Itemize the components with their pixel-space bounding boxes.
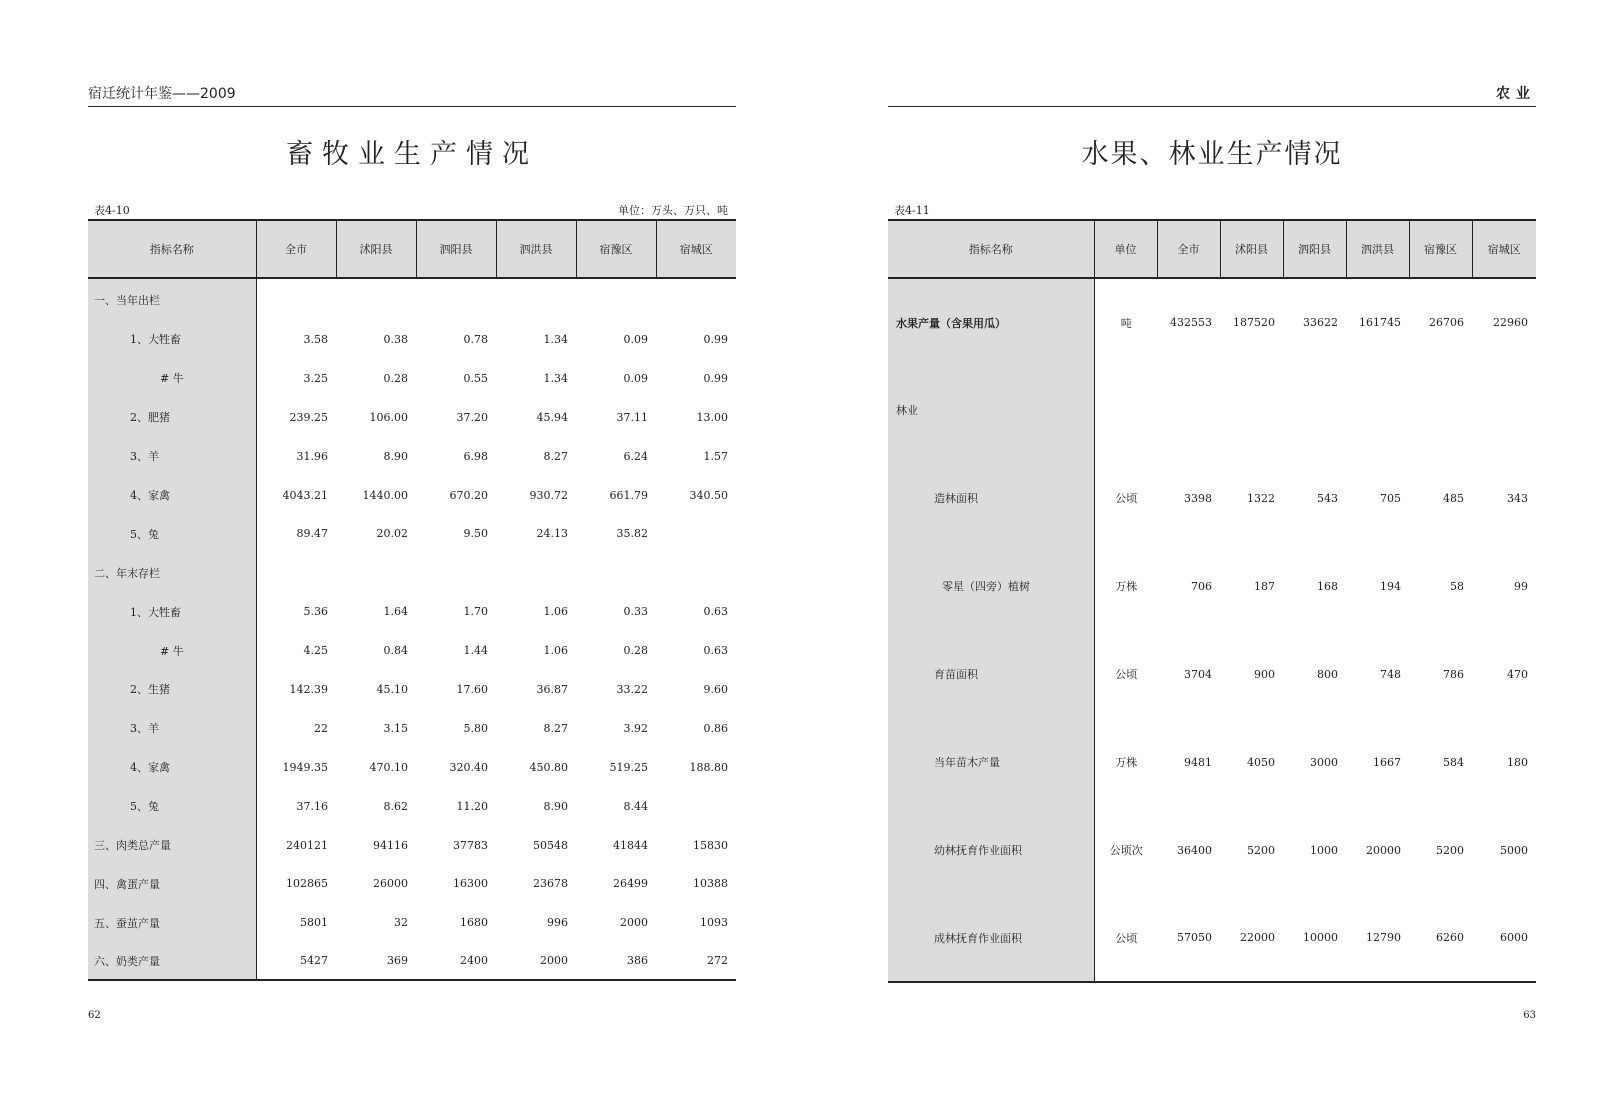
- header-cell: 沭阳县: [336, 220, 416, 278]
- data-cell: [1220, 366, 1283, 454]
- data-cell: 13.00: [696, 410, 728, 424]
- data-cell: 33622: [1303, 316, 1338, 329]
- data-cell: 0.09: [623, 332, 648, 346]
- data-cell: 1.44: [463, 644, 488, 658]
- data-cell: 519.25: [609, 760, 648, 774]
- data-cell: 470.10: [369, 760, 408, 774]
- row-label: 六、奶类产量: [88, 942, 256, 980]
- row-label: 成林抚育作业面积: [888, 894, 1094, 982]
- table-row: [88, 476, 736, 515]
- table-row: [88, 748, 736, 787]
- data-cell: 1.64: [383, 605, 408, 619]
- data-cell: 705: [1380, 491, 1401, 505]
- data-cell: 8.27: [543, 449, 568, 463]
- table-row: [88, 670, 736, 709]
- data-cell: [416, 553, 496, 592]
- data-cell: 4043.21: [282, 488, 328, 502]
- data-cell: 3000: [1310, 755, 1338, 769]
- data-cell: 10388: [693, 877, 728, 891]
- data-cell: 1440.00: [362, 488, 408, 502]
- header-cell: 宿城区: [656, 220, 736, 278]
- row-label: # 牛: [88, 631, 256, 670]
- data-cell: [256, 278, 336, 320]
- data-cell: 1000: [1310, 843, 1338, 857]
- data-cell: 0.09: [623, 371, 648, 385]
- table-row: [88, 437, 736, 476]
- header-cell: 全市: [256, 220, 336, 278]
- table-row: [88, 903, 736, 942]
- unit-cell: [1094, 366, 1157, 454]
- data-cell: 240121: [286, 838, 328, 852]
- row-label: 幼林抚育作业面积: [888, 806, 1094, 894]
- table-row: [88, 864, 736, 903]
- table-row: [888, 718, 1536, 806]
- data-cell: 20.02: [376, 527, 408, 541]
- data-cell: 6000: [1472, 894, 1536, 982]
- data-cell: 106.00: [369, 410, 408, 424]
- table-number: 表4-10: [94, 204, 130, 217]
- table-row: [888, 366, 1536, 454]
- data-cell: [576, 553, 656, 592]
- data-cell: 8.90: [383, 449, 408, 463]
- data-cell: 142.39: [289, 682, 328, 696]
- data-cell: [496, 553, 576, 592]
- data-cell: 5801: [300, 916, 328, 930]
- header-cell: 宿豫区: [1409, 220, 1472, 278]
- table-header-row: [888, 220, 1536, 278]
- data-cell: 5427: [256, 942, 336, 980]
- table-row: [88, 320, 736, 359]
- data-cell: 3.58: [303, 332, 328, 346]
- row-label: # 牛: [88, 359, 256, 398]
- unit-cell: 万株: [1115, 580, 1138, 593]
- data-cell: 3398: [1184, 491, 1212, 505]
- data-cell: 9.50: [463, 527, 488, 541]
- unit-cell: 公顷次: [1109, 844, 1143, 857]
- header-cell: 沭阳县: [1220, 220, 1283, 278]
- row-label: 造林面积: [888, 454, 1094, 542]
- data-cell: 432553: [1170, 316, 1212, 329]
- data-cell: 0.55: [463, 371, 488, 385]
- data-cell: 0.28: [623, 644, 648, 658]
- table-row: [88, 709, 736, 748]
- data-cell: 0.99: [703, 371, 728, 385]
- data-cell: 20000: [1366, 843, 1401, 857]
- data-cell: 343: [1507, 491, 1528, 505]
- header-cell: 指标名称: [888, 220, 1094, 278]
- table-row: [88, 631, 736, 670]
- data-cell: 168: [1317, 579, 1338, 593]
- data-cell: 584: [1443, 755, 1464, 769]
- data-cell: 4050: [1247, 755, 1275, 769]
- table-row: [888, 630, 1536, 718]
- data-cell: [576, 278, 656, 320]
- data-cell: [1346, 366, 1409, 454]
- data-cell: 8.62: [383, 799, 408, 813]
- data-cell: 0.86: [703, 721, 728, 735]
- data-cell: 22: [314, 721, 328, 735]
- row-label: 1、大牲畜: [88, 592, 256, 631]
- data-cell: 5200: [1436, 843, 1464, 857]
- data-cell: 89.47: [296, 527, 328, 541]
- header-cell: 指标名称: [88, 220, 256, 278]
- data-cell: 50548: [533, 838, 568, 852]
- row-label: 水果产量（含果用瓜）: [888, 278, 1094, 366]
- data-cell: [656, 278, 736, 320]
- data-cell: 748: [1380, 667, 1401, 681]
- data-cell: 386: [576, 942, 656, 980]
- header-cell: 泗阳县: [416, 220, 496, 278]
- table-row: [888, 542, 1536, 630]
- row-label: 4、家禽: [88, 748, 256, 787]
- unit-cell: 公顷: [1115, 668, 1138, 681]
- data-cell: 3704: [1184, 667, 1212, 681]
- data-cell: 26000: [373, 877, 408, 891]
- data-cell: 23678: [533, 877, 568, 891]
- data-cell: 0.33: [623, 605, 648, 619]
- data-cell: 45.94: [536, 410, 568, 424]
- data-cell: 6.98: [463, 449, 488, 463]
- header-cell: 全市: [1157, 220, 1220, 278]
- data-cell: 5000: [1500, 843, 1528, 857]
- row-label: 林业: [888, 366, 1094, 454]
- data-cell: 3.92: [623, 721, 648, 735]
- data-cell: [1409, 366, 1472, 454]
- data-cell: 36.87: [536, 682, 568, 696]
- data-cell: 180: [1507, 755, 1528, 769]
- data-cell: 5.80: [463, 721, 488, 735]
- chapter-title: 农业: [1496, 86, 1536, 102]
- data-cell: [656, 787, 736, 826]
- data-cell: 1949.35: [282, 760, 328, 774]
- table-number: 表4-11: [894, 204, 930, 217]
- yearbook-title: 宿迁统计年鉴——2009: [88, 86, 236, 102]
- row-label: 当年苗木产量: [888, 718, 1094, 806]
- data-cell: [416, 278, 496, 320]
- data-cell: 45.10: [376, 682, 408, 696]
- row-label: 二、年末存栏: [88, 553, 256, 592]
- unit-cell: 万株: [1115, 756, 1138, 769]
- header-cell: 泗洪县: [496, 220, 576, 278]
- data-cell: 26499: [613, 877, 648, 891]
- row-label: 零星（四旁）植树: [888, 542, 1094, 630]
- data-cell: 36400: [1177, 843, 1212, 857]
- data-cell: 102865: [286, 877, 328, 891]
- header-cell: 单位: [1094, 220, 1157, 278]
- row-label: 三、肉类总产量: [88, 826, 256, 865]
- data-cell: 11.20: [456, 799, 488, 813]
- data-cell: 32: [394, 916, 408, 930]
- data-cell: 31.96: [296, 449, 328, 463]
- table-row: [88, 278, 736, 320]
- data-cell: [1472, 366, 1536, 454]
- unit-cell: 吨: [1120, 316, 1132, 330]
- data-cell: 8.27: [543, 721, 568, 735]
- table-row: [88, 553, 736, 592]
- livestock-table: [88, 219, 736, 981]
- row-label: 3、羊: [88, 437, 256, 476]
- data-cell: 187: [1254, 579, 1275, 593]
- running-head-left: [88, 86, 736, 107]
- page-number-left: 62: [88, 1010, 101, 1021]
- row-label: 1、大牲畜: [88, 320, 256, 359]
- data-cell: 17.60: [456, 682, 488, 696]
- data-cell: 24.13: [536, 527, 568, 541]
- data-cell: 340.50: [689, 488, 728, 502]
- row-label: 5、兔: [88, 787, 256, 826]
- page-number-right: 63: [1523, 1010, 1536, 1021]
- data-cell: 369: [336, 942, 416, 980]
- table-row: [888, 454, 1536, 542]
- data-cell: 6.24: [623, 449, 648, 463]
- data-cell: 9.60: [703, 682, 728, 696]
- row-label: 育苗面积: [888, 630, 1094, 718]
- data-cell: 35.82: [616, 527, 648, 541]
- data-cell: 41844: [613, 838, 648, 852]
- data-cell: 2000: [496, 942, 576, 980]
- table-row: [88, 942, 736, 980]
- header-cell: 泗洪县: [1346, 220, 1409, 278]
- data-cell: 706: [1191, 579, 1212, 593]
- row-label: 四、禽蛋产量: [88, 864, 256, 903]
- data-cell: 5200: [1247, 843, 1275, 857]
- left-page: [88, 0, 736, 1099]
- data-cell: 1.06: [543, 644, 568, 658]
- data-cell: 194: [1380, 579, 1401, 593]
- data-cell: 1.34: [543, 332, 568, 346]
- data-cell: 0.63: [703, 644, 728, 658]
- table-row: [88, 826, 736, 865]
- data-cell: 6260: [1409, 894, 1472, 982]
- row-label: 4、家禽: [88, 476, 256, 515]
- data-cell: 320.40: [449, 760, 488, 774]
- row-label: 3、羊: [88, 709, 256, 748]
- data-cell: 786: [1443, 667, 1464, 681]
- data-cell: 58: [1450, 579, 1464, 593]
- table-row: [888, 806, 1536, 894]
- data-cell: 37.11: [616, 410, 648, 424]
- data-cell: 670.20: [449, 488, 488, 502]
- data-cell: [256, 553, 336, 592]
- data-cell: 94116: [373, 838, 408, 852]
- row-label: 5、兔: [88, 514, 256, 553]
- data-cell: 450.80: [529, 760, 568, 774]
- header-cell: 泗阳县: [1283, 220, 1346, 278]
- data-cell: 0.63: [703, 605, 728, 619]
- data-cell: 1667: [1373, 755, 1401, 769]
- data-cell: 1680: [460, 916, 488, 930]
- table-row: [88, 787, 736, 826]
- data-cell: 37.16: [296, 799, 328, 813]
- table-row: [888, 278, 1536, 366]
- data-cell: 1.34: [543, 371, 568, 385]
- data-cell: 161745: [1359, 316, 1401, 329]
- data-cell: 187520: [1233, 316, 1275, 329]
- data-cell: 1.06: [543, 605, 568, 619]
- data-cell: 0.84: [383, 644, 408, 658]
- data-cell: 4.25: [303, 644, 328, 658]
- data-cell: 239.25: [289, 410, 328, 424]
- data-cell: 1.70: [463, 605, 488, 619]
- data-cell: 37.20: [456, 410, 488, 424]
- data-cell: 10000: [1283, 894, 1346, 982]
- page-title-livestock: 畜牧业生产情况: [286, 139, 538, 170]
- data-cell: 8.90: [543, 799, 568, 813]
- data-cell: 800: [1317, 667, 1338, 681]
- data-cell: [496, 278, 576, 320]
- data-cell: 37783: [453, 838, 488, 852]
- fruit-forestry-table: [888, 219, 1536, 983]
- data-cell: 5.36: [303, 605, 328, 619]
- table-unit: 单位：万头、万只、吨: [618, 204, 728, 217]
- data-cell: [1157, 366, 1220, 454]
- data-cell: 16300: [453, 877, 488, 891]
- header-cell: 宿城区: [1472, 220, 1536, 278]
- data-cell: 57050: [1157, 894, 1220, 982]
- data-cell: 188.80: [689, 760, 728, 774]
- right-page: [888, 0, 1536, 1099]
- table-row: [888, 894, 1536, 982]
- data-cell: 3.15: [383, 721, 408, 735]
- data-cell: 15830: [693, 838, 728, 852]
- table-row: [88, 592, 736, 631]
- data-cell: 0.28: [383, 371, 408, 385]
- row-label: 2、生猪: [88, 670, 256, 709]
- data-cell: 0.99: [703, 332, 728, 346]
- data-cell: 0.38: [383, 332, 408, 346]
- data-cell: 9481: [1184, 755, 1212, 769]
- unit-cell: 公顷: [1094, 894, 1157, 982]
- data-cell: 272: [656, 942, 736, 980]
- table-row: [88, 398, 736, 437]
- data-cell: 8.44: [623, 799, 648, 813]
- data-cell: 22960: [1493, 316, 1528, 329]
- data-cell: 99: [1514, 579, 1528, 593]
- data-cell: 900: [1254, 667, 1275, 681]
- data-cell: [656, 514, 736, 553]
- data-cell: 661.79: [609, 488, 648, 502]
- data-cell: 1.57: [703, 449, 728, 463]
- data-cell: [336, 553, 416, 592]
- data-cell: 996: [547, 916, 568, 930]
- row-label: 五、蚕茧产量: [88, 903, 256, 942]
- data-cell: 22000: [1220, 894, 1283, 982]
- table-row: [88, 359, 736, 398]
- data-cell: [336, 278, 416, 320]
- data-cell: 0.78: [463, 332, 488, 346]
- header-cell: 宿豫区: [576, 220, 656, 278]
- data-cell: 3.25: [303, 371, 328, 385]
- data-cell: 1322: [1247, 491, 1275, 505]
- running-head-right: [888, 86, 1536, 107]
- data-cell: 485: [1443, 491, 1464, 505]
- data-cell: 470: [1507, 667, 1528, 681]
- table-header-row: [88, 220, 736, 278]
- data-cell: [1283, 366, 1346, 454]
- page-title-fruit-forestry: 水果、林业生产情况: [1081, 139, 1343, 170]
- unit-cell: 公顷: [1115, 492, 1138, 505]
- data-cell: 12790: [1346, 894, 1409, 982]
- data-cell: 930.72: [529, 488, 568, 502]
- data-cell: 26706: [1429, 316, 1464, 329]
- data-cell: 543: [1317, 491, 1338, 505]
- data-cell: 2000: [620, 916, 648, 930]
- data-cell: 1093: [700, 916, 728, 930]
- row-label: 一、当年出栏: [88, 278, 256, 320]
- data-cell: [656, 553, 736, 592]
- table-row: [88, 514, 736, 553]
- data-cell: 2400: [416, 942, 496, 980]
- row-label: 2、肥猪: [88, 398, 256, 437]
- data-cell: 33.22: [616, 682, 648, 696]
